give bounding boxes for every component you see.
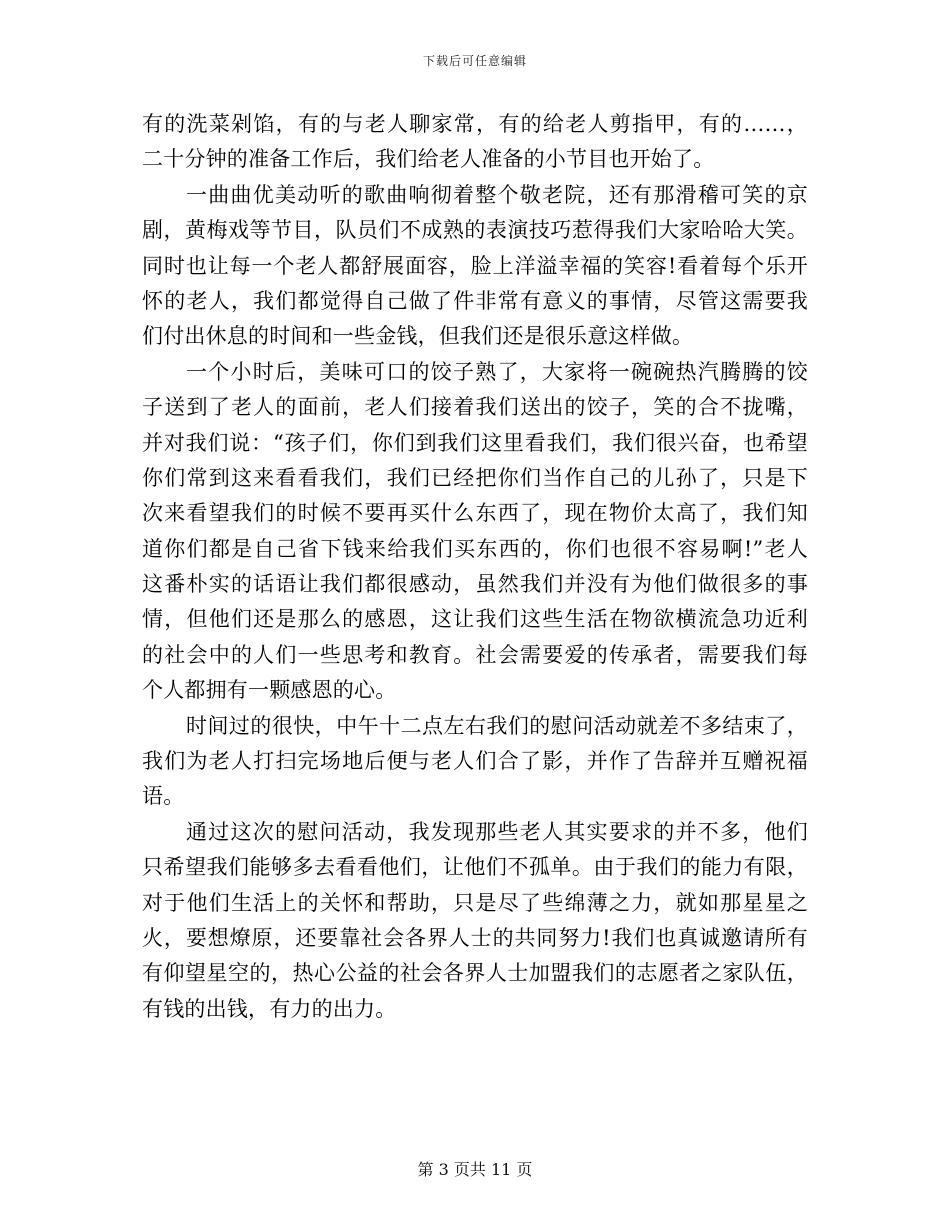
text-line: 有钱的出钱，有力的出力。 [142,996,397,1021]
page-footer: 第 3 页共 11 页 [417,1160,533,1179]
text-line: 情，但他们还是那么的感恩，这让我们这些生活在物欲横流急功近利 [142,607,808,632]
text-line: 们付出休息的时间和一些金钱，但我们还是很乐意这样做。 [142,324,694,349]
text-line: 你们常到这来看看我们，我们已经把你们当作自己的儿孙了，只是下 [142,465,808,490]
text-line: 有仰望星空的，热心公益的社会各界人士加盟我们的志愿者之家队伍， [142,961,808,986]
text-line: 的社会中的人们一些思考和教育。社会需要爱的传承者，需要我们每 [142,642,808,667]
text-line: 二十分钟的准备工作后，我们给老人准备的小节目也开始了。 [142,147,715,172]
text-line: 剧，黄梅戏等节目，队员们不成熟的表演技巧惹得我们大家哈哈大笑。 [142,218,808,243]
text-line: 次来看望我们的时候不要再买什么东西了，现在物价太高了，我们知 [142,501,808,526]
document-body [142,107,808,1027]
text-line: 同时也让每一个老人都舒展面容，脸上洋溢幸福的笑容!看着每个乐开 [142,253,808,278]
text-line: 只希望我们能够多去看看他们，让他们不孤单。由于我们的能力有限， [142,855,808,880]
text-line: 我们为老人打扫完场地后便与老人们合了影，并作了告辞并互赠祝福 [142,749,808,774]
text-line: 对于他们生活上的关怀和帮助，只是尽了些绵薄之力，就如那星星之 [142,890,808,915]
text-line: 有的洗菜剁馅，有的与老人聊家常，有的给老人剪指甲，有的……， [142,112,808,136]
text-line: 并对我们说：“孩子们，你们到我们这里看我们，我们很兴奋，也希望 [142,430,808,455]
text-line: 火，要想燎原，还要靠社会各界人士的共同努力!我们也真诚邀请所有 [142,925,808,950]
paragraph-first-line: 一个小时后，美味可口的饺子熟了，大家将一碗碗热汽腾腾的饺 [186,359,808,384]
text-line: 个人都拥有一颗感恩的心。 [142,678,397,703]
paragraph-first-line: 时间过的很快，中午十二点左右我们的慰问活动就差不多结束了， [186,713,808,738]
page-header: 下载后可任意编辑 [422,54,527,68]
text-line: 道你们都是自己省下钱来给我们买东西的，你们也很不容易啊!”老人 [142,536,808,561]
text-line: 这番朴实的话语让我们都很感动，虽然我们并没有为他们做很多的事 [142,572,808,597]
paragraph-first-line: 一曲曲优美动听的歌曲响彻着整个敬老院，还有那滑稽可笑的京 [186,182,808,207]
text-line: 怀的老人，我们都觉得自己做了件非常有意义的事情，尽管这需要我 [142,288,808,313]
text-line: 语。 [142,784,185,809]
paragraph-first-line: 通过这次的慰问活动，我发现那些老人其实要求的并不多，他们 [186,819,808,844]
text-line: 子送到了老人的面前，老人们接着我们送出的饺子，笑的合不拢嘴， [142,395,808,420]
